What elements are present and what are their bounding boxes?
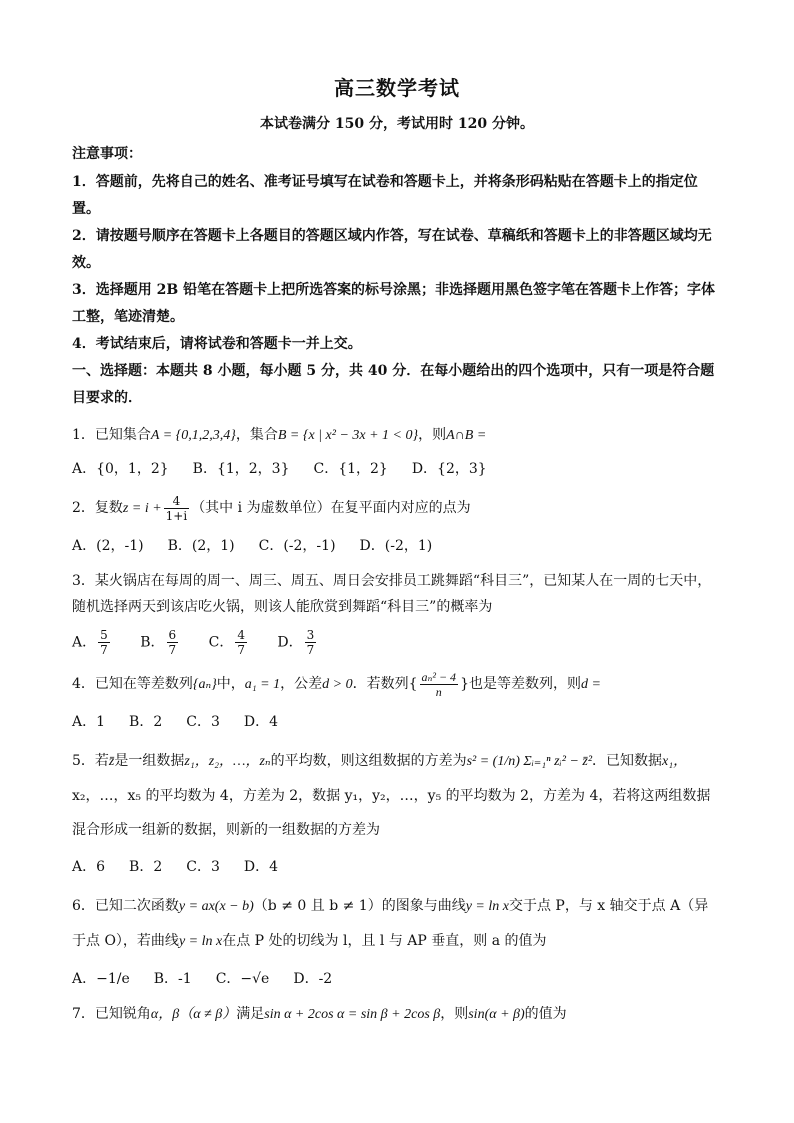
q6-option-c: C．−√e bbox=[215, 971, 270, 987]
q1-option-d: D．{2，3} bbox=[411, 461, 487, 477]
exam-title: 高三数学考试 bbox=[334, 76, 460, 100]
q2-option-d: D．(-2，1) bbox=[359, 538, 433, 554]
q3-option-d bbox=[277, 628, 318, 657]
q1-set-b: B = {x | x² − 3x + 1 < 0} bbox=[277, 428, 419, 443]
q5-stem-b: 是一组数据 bbox=[114, 753, 185, 769]
q1-option-c: C．{1，2} bbox=[313, 461, 388, 477]
q7-stem-a: 7．已知锐角 bbox=[72, 1006, 151, 1022]
q3-a-den: 7 bbox=[100, 643, 108, 657]
q6-options bbox=[72, 967, 722, 991]
q7-eq: sin α + 2cos α = sin β + 2cos β bbox=[264, 1007, 441, 1022]
q6-stem-b: 的图象与曲线 bbox=[381, 898, 466, 914]
q5-zbar: z̄ bbox=[108, 754, 115, 769]
q5-option-c: C．3 bbox=[186, 859, 220, 875]
q4-a1: a₁ = 1 bbox=[244, 677, 281, 692]
q3-option-c-frac bbox=[235, 628, 247, 657]
q4-option-a: A．1 bbox=[72, 714, 106, 730]
q1-set-a: A = {0,1,2,3,4} bbox=[150, 428, 236, 443]
q5-option-d: D．4 bbox=[243, 859, 278, 875]
question-2 bbox=[72, 491, 722, 526]
section-heading: 一、选择题：本题共 8 小题，每小题 5 分，共 40 分．在每小题给出的四个选项中，只有一项是符合题目要求的． bbox=[72, 363, 715, 406]
q3-option-d-frac bbox=[305, 628, 317, 657]
q4-stem-b: 中， bbox=[216, 676, 245, 692]
q6-option-d: D．-2 bbox=[293, 971, 333, 987]
q5-line2: x₂，…，x₅ 的平均数为 4，方差为 2，数据 y₁，y₂，…，y₅ 的平均数为 2，方差为 4，若将这两组数据混合形成一组新的数据，则新的一组数据的方差为 bbox=[72, 788, 711, 838]
q2-frac-den: 1+i bbox=[165, 508, 188, 523]
q4-option-d: D．4 bbox=[243, 714, 278, 730]
notice-item-3: 3．选择题用 2B 铅笔在答题卡上把所选答案的标号涂黑；非选择题用黑色签字笔在答题卡上作答；字体工整，笔迹清楚。 bbox=[72, 282, 716, 325]
q2-option-a: A．(2，-1) bbox=[72, 538, 144, 554]
q6-stem-d: 在点 P 处的切线为 l，且 l 与 AP 垂直，则 a 的值为 bbox=[222, 933, 547, 949]
q4-stem-d: ．若数列 bbox=[352, 676, 409, 692]
q5-stem-c: 的平均数，则这组数据的方差为 bbox=[270, 753, 467, 769]
q3-d-num: 3 bbox=[306, 628, 315, 642]
q5-x1: x₁， bbox=[662, 754, 688, 769]
q5-stem-a: 5．若 bbox=[72, 753, 109, 769]
q1-expr: A∩B = bbox=[446, 428, 487, 443]
q4-seq: {aₙ} bbox=[192, 677, 217, 692]
q6-curve: y = ln x bbox=[465, 899, 509, 914]
question-4: 4．已知在等差数列{aₙ}中，a₁ = 1，公差d > 0．若数列{ $\frac{\text{aₙ² − 4}}{n}$ }也是等差数列，则d = bbox=[72, 669, 601, 699]
q5-zs: z₁，z₂，…，zₙ bbox=[184, 754, 271, 769]
q3-option-b bbox=[140, 628, 180, 657]
q4-frac-den: n bbox=[435, 684, 442, 699]
q4-d: d > 0 bbox=[322, 677, 353, 692]
q3-option-d-label: D． bbox=[277, 634, 303, 651]
q6-fn: y = ax(x − b) bbox=[178, 899, 254, 914]
q2-option-b: B．(2，1) bbox=[167, 538, 235, 554]
q4-stem-a: 4．已知在等差数列 bbox=[72, 676, 193, 692]
q3-b-den: 7 bbox=[168, 643, 177, 657]
q7-stem-b: 满足 bbox=[236, 1006, 265, 1022]
q3-b-num: 6 bbox=[168, 628, 177, 642]
question-3: 3．某火锅店在每周的周一、周三、周五、周日会安排员工跳舞蹈“科目三”，已知某人在一周的七天中，随机选择两天到该店吃火锅，则该人能欣赏到舞蹈“科目三”的概率为 bbox=[72, 573, 712, 615]
notice-item-2: 2．请按题号顺序在答题卡上各题目的答题区域内作答，写在试卷、草稿纸和答题卡上的非答题区域均无效。 bbox=[72, 228, 712, 271]
q2-options bbox=[72, 534, 722, 558]
notice-item-4: 4．考试结束后，请将试卷和答题卡一并上交。 bbox=[72, 336, 362, 352]
q2-stem-b: （其中 i 为虚数单位）在复平面内对应的点为 bbox=[191, 500, 471, 516]
q4-tail: d = bbox=[580, 677, 601, 692]
q5-option-a: A．6 bbox=[72, 859, 106, 875]
q7-greek: α，β（α ≠ β） bbox=[150, 1007, 237, 1022]
q3-d-den: 7 bbox=[306, 643, 315, 657]
q4-option-b: B．2 bbox=[129, 714, 163, 730]
q6-cond: （b ≠ 0 且 b ≠ 1） bbox=[253, 898, 382, 914]
notice-heading: 注意事项： bbox=[72, 146, 142, 162]
question-1 bbox=[72, 422, 722, 449]
q3-c-den: 7 bbox=[237, 643, 245, 657]
q1-stem-a: 1．已知集合 bbox=[72, 427, 151, 443]
q3-c-num: 4 bbox=[237, 628, 245, 642]
q3-options bbox=[72, 628, 722, 657]
q6-stem-c: 交于点 P，与 x 轴交于点 A（异于点 O），若曲线 bbox=[72, 898, 709, 949]
question-6 bbox=[72, 889, 722, 959]
q3-option-c bbox=[209, 628, 249, 657]
question-5 bbox=[72, 744, 722, 847]
q2-expr: z = i + bbox=[122, 501, 162, 516]
q5-option-b: B．2 bbox=[129, 859, 163, 875]
q5-stem-d: ．已知数据 bbox=[592, 753, 663, 769]
q6-option-a: A．−1/e bbox=[72, 971, 130, 987]
q7-stem-d: 的值为 bbox=[524, 1006, 567, 1022]
q3-a-num: 5 bbox=[100, 628, 108, 642]
q4-fraction bbox=[420, 670, 459, 699]
q6-curve2: y = ln x bbox=[178, 934, 223, 949]
q3-option-b-label: B． bbox=[140, 634, 165, 651]
q2-frac-num: 4 bbox=[164, 494, 190, 509]
q4-stem-e: 也是等差数列，则 bbox=[468, 676, 581, 692]
q4-stem-c: ，公差 bbox=[280, 676, 323, 692]
q3-option-a-frac bbox=[98, 628, 110, 657]
q4-frac-num: aₙ² − 4 bbox=[421, 669, 457, 684]
q1-option-b: B．{1，2，3} bbox=[192, 461, 290, 477]
q1-stem-c: ，则 bbox=[418, 427, 447, 443]
question-7 bbox=[72, 1001, 722, 1028]
q1-options bbox=[72, 457, 722, 481]
q3-option-c-label: C． bbox=[208, 634, 234, 651]
q5-options bbox=[72, 855, 722, 879]
q7-expr: sin(α + β) bbox=[468, 1007, 525, 1022]
notice-item-1: 1．答题前，先将自己的姓名、准考证号填写在试卷和答题卡上，并将条形码粘贴在答题卡上的指定位置。 bbox=[72, 174, 698, 217]
q2-option-c: C．(-2，-1) bbox=[258, 538, 336, 554]
exam-page bbox=[72, 72, 722, 1028]
q3-option-b-frac bbox=[167, 628, 179, 657]
q5-formula: s² = (1/n) Σᵢ₌₁ⁿ zᵢ² − z̄² bbox=[466, 754, 593, 769]
q1-stem-b: ，集合 bbox=[235, 427, 278, 443]
q2-stem-a: 2．复数 bbox=[72, 500, 123, 516]
q3-option-a-label: A． bbox=[72, 634, 97, 651]
q2-fraction bbox=[164, 494, 190, 523]
exam-subtitle: 本试卷满分 150 分，考试用时 120 分钟。 bbox=[260, 116, 534, 132]
q4-options bbox=[72, 710, 722, 734]
q1-option-a: A．{0，1，2} bbox=[72, 461, 169, 477]
q6-stem-a: 6．已知二次函数 bbox=[72, 898, 179, 914]
q3-option-a bbox=[72, 628, 112, 657]
q7-stem-c: ，则 bbox=[440, 1006, 469, 1022]
q4-option-c: C．3 bbox=[186, 714, 220, 730]
q6-option-b: B．-1 bbox=[153, 971, 192, 987]
